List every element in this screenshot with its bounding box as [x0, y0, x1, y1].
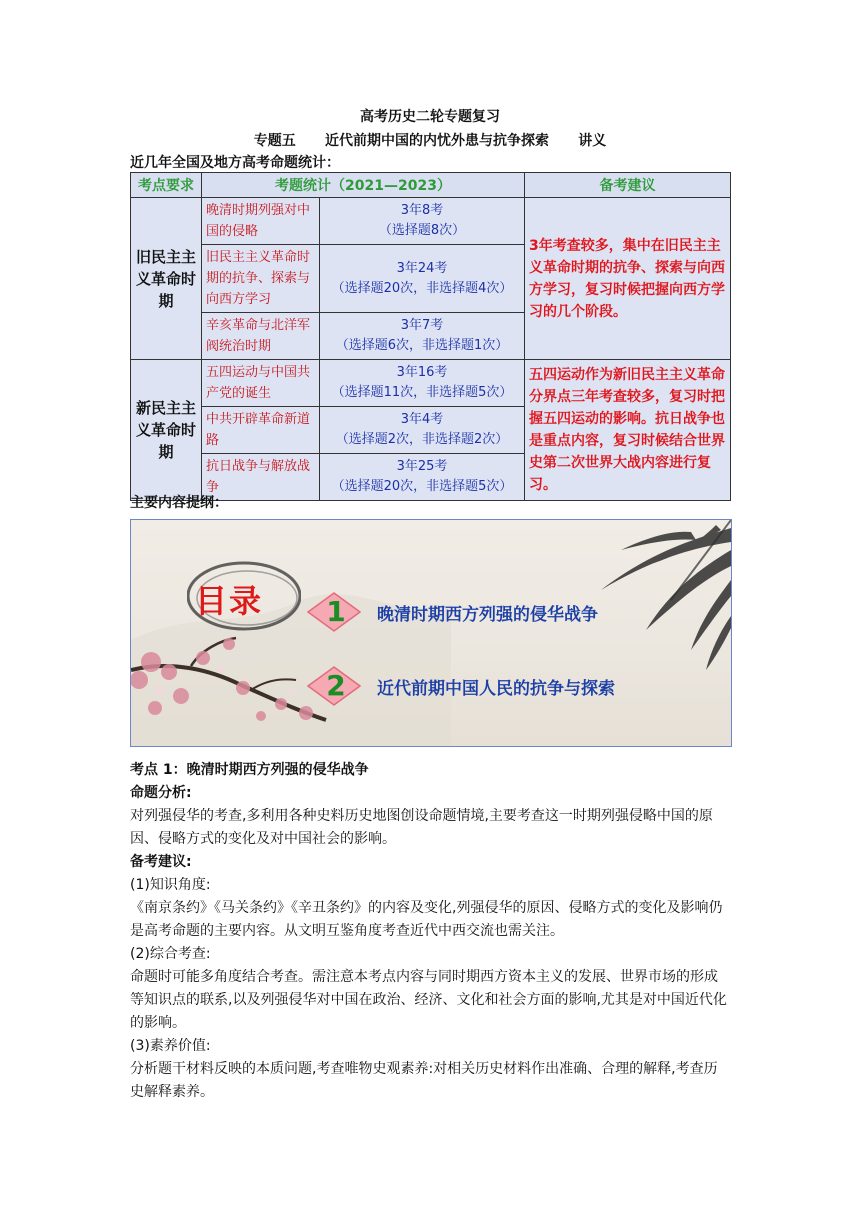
toc-label: 目录: [195, 582, 264, 620]
topic-cell: 旧民主主义革命时期的抗争、探索与向西方学习: [202, 245, 320, 313]
stat-cell: [320, 454, 525, 501]
stat-detail: （选择题11次，非选择题5次）: [331, 385, 513, 400]
analysis-heading: 命题分析:: [130, 785, 192, 801]
stat-cell: [320, 198, 525, 245]
ink-painting-decoration: [131, 520, 731, 746]
stat-detail: （选择题6次，非选择题1次）: [335, 338, 509, 353]
stat-count: 3年8考: [400, 203, 444, 218]
stat-cell: [320, 407, 525, 454]
section-1: [130, 759, 730, 1104]
stats-heading: 近几年全国及地方高考命题统计：: [130, 155, 340, 171]
advice-text: 命题时可能多角度结合考查。需注意本考点内容与同时期西方资本主义的发展、世界市场的形成等知识点的联系,以及列强侵华对中国在政治、经济、文化和社会方面的影响,尤其是对中国近代化的影响。: [130, 969, 727, 1031]
stat-count: 3年4考: [400, 412, 444, 427]
advice-label: (1)知识角度:: [130, 877, 211, 893]
document-subtitle: 专题五 近代前期中国的内忧外患与抗争探索 讲义: [253, 133, 607, 149]
toc-label-box: [187, 560, 301, 632]
advice-heading: 备考建议:: [130, 854, 192, 870]
toc-item-text: 近代前期中国人民的抗争与探索: [377, 679, 615, 699]
advice-cell: 3年考查较多，集中在旧民主主义革命时期的抗争、探索与向西方学习，复习时候把握向西方学习的几个阶段。: [525, 198, 731, 360]
stat-count: 3年24考: [396, 260, 448, 276]
stat-detail: （选择题8次）: [378, 223, 466, 238]
advice-cell: 五四运动作为新旧民主主义革命分界点三年考查较多，复习时把握五四运动的影响。抗日战争也是重点内容，复习时候结合世界史第二次世界大战内容进行复习。: [525, 360, 731, 501]
stat-cell: [320, 360, 525, 407]
topic-cell: 中共开辟革命新道路: [202, 407, 320, 454]
table-header: 考题统计（2021—2023）: [202, 173, 525, 198]
advice-text: 分析题干材料反映的本质问题,考查唯物史观素养:对相关历史材料作出准确、合理的解释,考查历史解释素养。: [130, 1061, 718, 1100]
stat-cell: [320, 245, 525, 313]
toc-item-number: 1: [326, 595, 346, 628]
topic-cell: 抗日战争与解放战争: [202, 454, 320, 501]
toc-banner-image: [130, 519, 732, 747]
stat-count: 3年25考: [396, 459, 448, 474]
topic-cell: 晚清时期列强对中国的侵略: [202, 198, 320, 245]
stat-cell: [320, 313, 525, 360]
toc-item-number: 2: [326, 669, 346, 702]
section-heading: 考点 1：晚清时期西方列强的侵华战争: [130, 762, 369, 778]
period-cell: 新民主主义革命时期: [131, 360, 202, 501]
stat-detail: （选择题20次，非选择题5次）: [331, 479, 513, 494]
outline-heading: 主要内容提纲：: [130, 495, 228, 511]
exam-stats-table: [130, 172, 731, 501]
table-header: 备考建议: [525, 173, 731, 198]
advice-label: (2)综合考查:: [130, 946, 211, 962]
topic-cell: 辛亥革命与北洋军阀统治时期: [202, 313, 320, 360]
analysis-text: 对列强侵华的考查,多利用各种史料历史地图创设命题情境,主要考查这一时期列强侵略中国的原因、侵略方式的变化及对中国社会的影响。: [130, 808, 713, 847]
stat-detail: （选择题20次，非选择题4次）: [331, 280, 513, 296]
advice-text: 《南京条约》《马关条约》《辛丑条约》的内容及变化,列强侵华的原因、侵略方式的变化及影响仍是高考命题的主要内容。从文明互鉴角度考查近代中西交流也需关注。: [130, 900, 723, 939]
document-title: 高考历史二轮专题复习: [360, 109, 500, 125]
stat-count: 3年7考: [400, 318, 444, 333]
period-cell: 旧民主主义革命时期: [131, 198, 202, 360]
stat-detail: （选择题2次，非选择题2次）: [335, 432, 509, 447]
stat-count: 3年16考: [396, 365, 448, 380]
toc-item-text: 晚清时期西方列强的侵华战争: [377, 605, 598, 625]
topic-cell: 五四运动与中国共产党的诞生: [202, 360, 320, 407]
table-header: 考点要求: [131, 173, 202, 198]
advice-label: (3)素养价值:: [130, 1038, 211, 1054]
